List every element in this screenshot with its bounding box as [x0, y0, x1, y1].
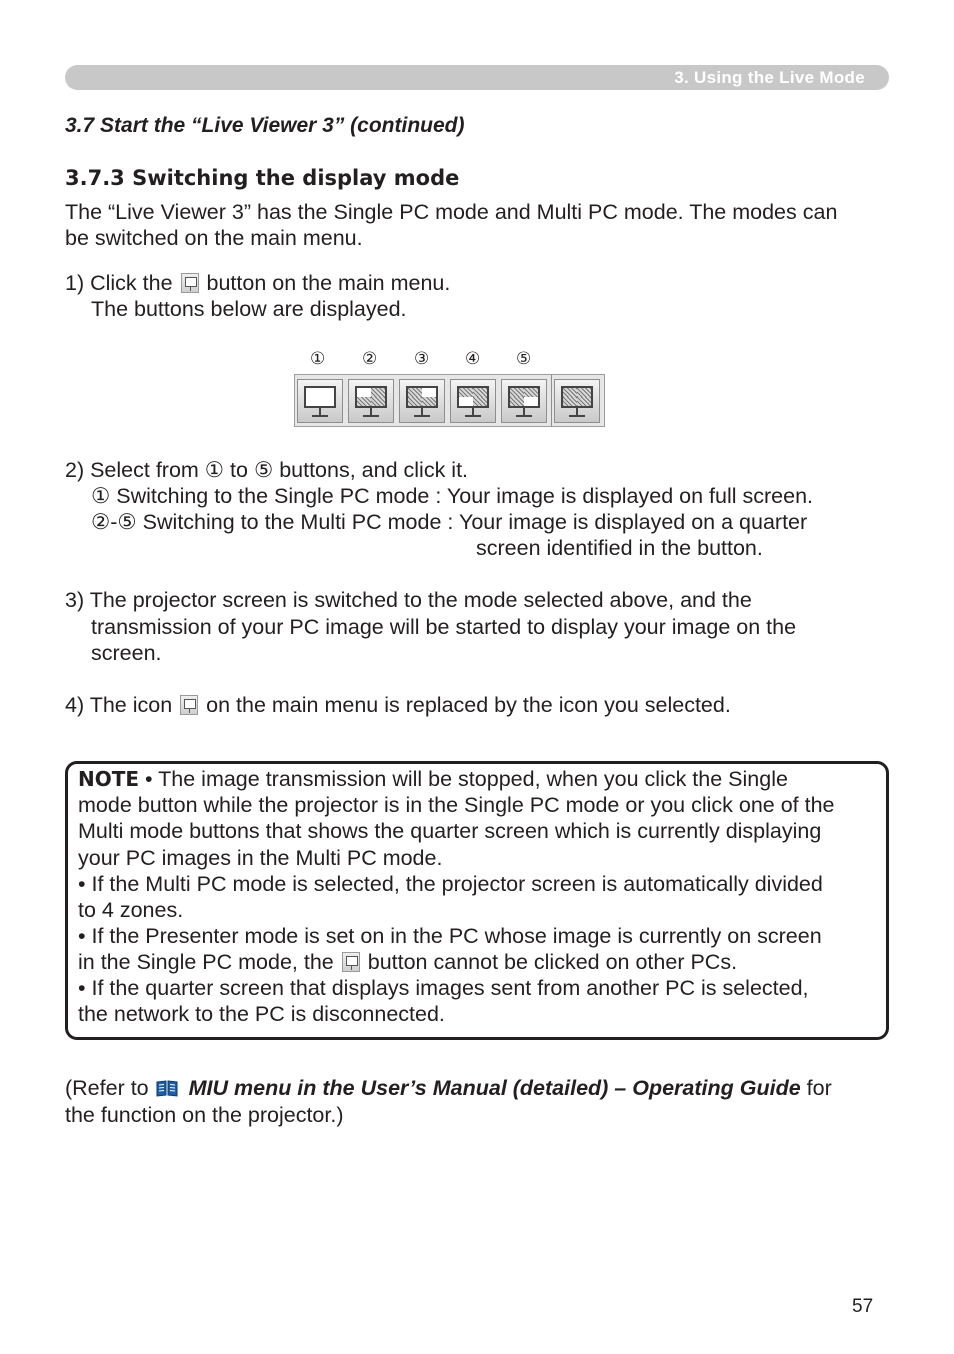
multi-pc-top-right-button[interactable]	[399, 379, 445, 423]
chapter-title: 3. Using the Live Mode	[674, 68, 865, 87]
refer-link[interactable]: MIU menu in the User’s Manual (detailed) – Operating Guide	[188, 1076, 801, 1100]
quarter-top-right-icon	[406, 386, 438, 408]
step-2-line-3: ②-⑤ Switching to the Multi PC mode : Your image is displayed on a quarter	[91, 510, 808, 534]
subsection-title: 3.7.3 Switching the display mode	[65, 166, 460, 190]
multi-pc-bottom-right-button[interactable]	[501, 379, 547, 423]
step-1-pre: 1) Click the	[65, 271, 173, 295]
display-mode-icon	[180, 695, 198, 715]
note-line-8-post: button cannot be clicked on other PCs.	[367, 950, 738, 974]
button-number-1: ①	[310, 349, 326, 369]
intro-line-1: The “Live Viewer 3” has the Single PC mode and Multi PC mode. The modes can	[65, 200, 838, 224]
book-icon	[155, 1079, 179, 1097]
single-pc-mode-button[interactable]	[297, 379, 343, 423]
note-line-3: Multi mode buttons that shows the quarter screen which is currently displaying	[78, 819, 822, 843]
intro-line-2: be switched on the main menu.	[65, 226, 363, 250]
note-line-6: to 4 zones.	[78, 898, 184, 922]
step-3-line-3: screen.	[91, 641, 162, 665]
mode-button-strip	[294, 374, 605, 427]
step-4-post: on the main menu is replaced by the icon you selected.	[206, 693, 731, 717]
step-4-line	[65, 692, 731, 718]
quarter-bottom-right-icon	[508, 386, 540, 408]
multi-pc-top-left-button[interactable]	[348, 379, 394, 423]
step-3-line-2: transmission of your PC image will be started to display your image on the	[91, 615, 797, 639]
display-mode-icon	[342, 952, 360, 972]
full-screen-icon	[304, 386, 336, 408]
button-number-3: ③	[414, 349, 430, 369]
step-2-line-1: 2) Select from ① to ⑤ buttons, and click it.	[65, 458, 469, 482]
multi-view-icon	[561, 386, 593, 408]
refer-pre: (Refer to	[65, 1076, 149, 1100]
note-line-8	[78, 949, 737, 975]
refer-post: for	[806, 1076, 832, 1100]
page-number: 57	[852, 1296, 874, 1317]
note-line-4: your PC images in the Multi PC mode.	[78, 846, 443, 870]
note-line-8-pre: in the Single PC mode, the	[78, 950, 334, 974]
note-line-1	[78, 766, 788, 792]
button-number-4: ④	[465, 349, 481, 369]
refer-line-1	[65, 1075, 832, 1101]
step-1-post: button on the main menu.	[206, 271, 451, 295]
note-line-7: • If the Presenter mode is set on in the PC whose image is currently on screen	[78, 924, 822, 948]
quarter-top-left-icon	[355, 386, 387, 408]
note-label: NOTE	[78, 767, 140, 791]
step-2-line-4: screen identified in the button.	[476, 536, 763, 560]
section-title: 3.7 Start the “Live Viewer 3” (continued)	[65, 114, 465, 137]
note-line-10: the network to the PC is disconnected.	[78, 1002, 445, 1026]
multi-pc-view-button[interactable]	[554, 379, 600, 423]
step-3-line-1: 3) The projector screen is switched to the mode selected above, and the	[65, 588, 752, 612]
step-4-pre: 4) The icon	[65, 693, 173, 717]
chapter-header-bar	[65, 65, 889, 90]
step-2-line-2: ① Switching to the Single PC mode : Your image is displayed on full screen.	[91, 484, 814, 508]
step-1-line-2: The buttons below are displayed.	[91, 297, 407, 321]
step-1-line-1	[65, 270, 450, 296]
note-line-9: • If the quarter screen that displays images sent from another PC is selected,	[78, 976, 809, 1000]
button-number-2: ②	[362, 349, 378, 369]
display-mode-icon	[181, 273, 199, 293]
quarter-bottom-left-icon	[457, 386, 489, 408]
note-line-1-text: • The image transmission will be stopped, when you click the Single	[145, 767, 788, 791]
button-number-5: ⑤	[516, 349, 532, 369]
note-line-2: mode button while the projector is in the Single PC mode or you click one of the	[78, 793, 835, 817]
refer-line-2: the function on the projector.)	[65, 1103, 344, 1127]
multi-pc-bottom-left-button[interactable]	[450, 379, 496, 423]
note-line-5: • If the Multi PC mode is selected, the projector screen is automatically divided	[78, 872, 823, 896]
strip-divider	[551, 375, 552, 426]
